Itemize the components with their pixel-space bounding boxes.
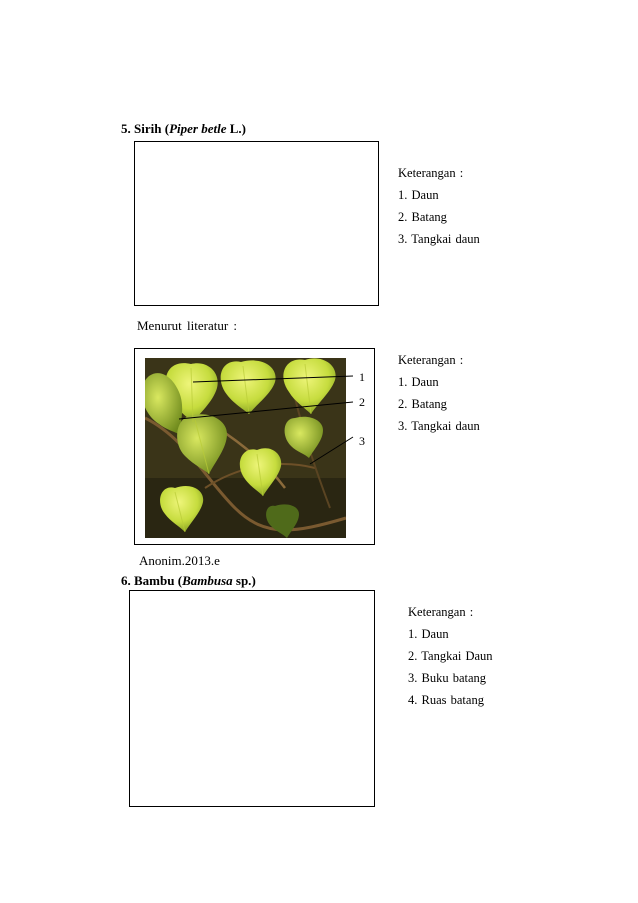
section-5-close-paren: ) [241,121,246,136]
legend-item: 3. Tangkai daun [398,419,480,433]
section-5-drawing-frame [134,141,379,306]
section-5-author: L. [229,121,242,136]
legend-item: 2. Batang [398,397,447,411]
section-5-photo-legend [398,349,480,437]
legend-item: 4. Ruas batang [408,693,484,707]
legend-title: Keterangan : [398,353,464,367]
section-5-latin-name: Piper betle [169,121,227,136]
section-6-name: Bambu [134,573,175,588]
section-5-drawing-legend [398,162,480,250]
literature-label: Menurut literatur : [137,318,238,333]
section-6-author: sp. [235,573,252,588]
section-6-latin-name: Bambusa [182,573,233,588]
section-6-drawing-frame [129,590,375,807]
legend-item: 1. Daun [398,375,439,389]
pointer-lines [135,349,376,546]
section-5-number: 5. [121,121,131,136]
label-number-2: 2 [359,395,365,409]
section-6-open-paren: ( [177,573,183,588]
section-5-open-paren: ( [164,121,170,136]
legend-item: 3. Tangkai daun [398,232,480,246]
legend-title: Keterangan : [408,605,474,619]
label-number-1: 1 [359,370,365,384]
section-6-number: 6. [121,573,131,588]
legend-item: 1. Daun [398,188,439,202]
legend-item: 2. Batang [398,210,447,224]
section-6-close-paren: ) [251,573,256,588]
section-5-name: Sirih [134,121,162,136]
legend-item: 1. Daun [408,627,449,641]
legend-item: 3. Buku batang [408,671,487,685]
photo-source: Anonim.2013.e [139,553,220,568]
section-5-heading [121,121,246,137]
section-6-heading [121,573,256,589]
label-number-3: 3 [359,434,365,448]
section-5-photo-frame [134,348,375,545]
legend-title: Keterangan : [398,166,464,180]
section-6-drawing-legend [408,601,493,711]
legend-item: 2. Tangkai Daun [408,649,493,663]
